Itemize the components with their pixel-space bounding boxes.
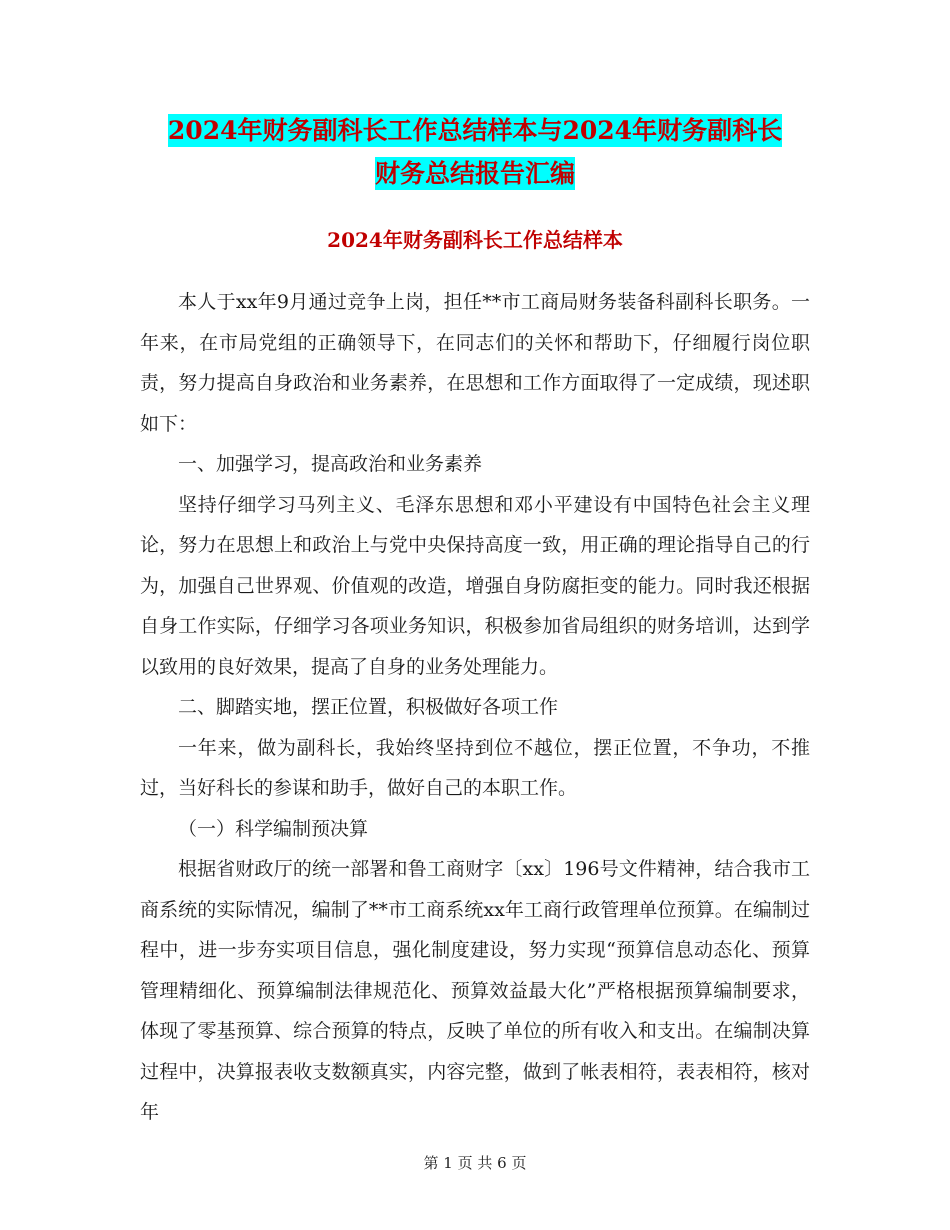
- paragraph-intro: 本人于xx年9月通过竞争上岗，担任**市工商局财务装备科副科长职务。一年来，在市局党组的正确领导下，在同志们的关怀和帮助下，仔细履行岗位职责，努力提高自身政治和业务素养，在思想和工作方面取得了一定成绩，现述职如下：: [140, 291, 810, 435]
- document-title-line-2: [0, 157, 950, 191]
- subheading-1: （一）科学编制预决算: [178, 817, 369, 840]
- heading-1: 一、加强学习，提高政治和业务素养: [178, 453, 483, 475]
- document-title-text-1: 2024年财务副科长工作总结样本与2024年财务副科长: [167, 116, 783, 145]
- page-footer: 第 1 页 共 6 页: [423, 1154, 527, 1172]
- document-title-line-1: [0, 114, 950, 148]
- paragraph-budget: 根据省财政厅的统一部署和鲁工商财字〔xx〕196号文件精神，结合我市工商系统的实际情况，编制了**市工商系统xx年工商行政管理单位预算。在编制过程中，进一步夯实项目信息，强化制度建设，努力实现“预算信息动态化、预算管理精细化、预算编制法律规范化、预算效益最大化”严格根据预算编制要求，体现了零基预算、综合预算的特点，反映了单位的所有收入和支出。在编制决算过程中，决算报表收支数额真实，内容完整，做到了帐表相符，表表相符，核对年: [140, 858, 810, 1123]
- paragraph-study: 坚持仔细学习马列主义、毛泽东思想和邓小平建设有中国特色社会主义理论，努力在思想上和政治上与党中央保持高度一致，用正确的理论指导自己的行为，加强自己世界观、价值观的改造，增强自身防腐拒变的能力。同时我还根据自身工作实际，仔细学习各项业务知识，积极参加省局组织的财务培训，达到学以致用的良好效果，提高了自身的业务处理能力。: [140, 493, 810, 678]
- document-body: [140, 282, 810, 1133]
- document-title-text-2: 财务总结报告汇编: [374, 159, 575, 188]
- section-title: 2024年财务副科长工作总结样本: [327, 228, 623, 252]
- paragraph-role: 一年来，做为副科长，我始终坚持到位不越位，摆正位置，不争功，不推过，当好科长的参谋和助手，做好自己的本职工作。: [140, 736, 810, 799]
- heading-2: 二、脚踏实地，摆正位置，积极做好各项工作: [178, 696, 559, 718]
